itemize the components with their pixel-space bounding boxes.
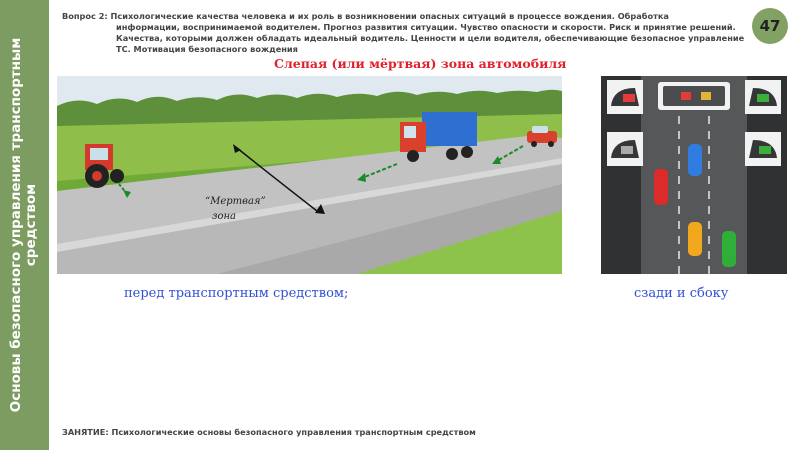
question-header [62,11,752,55]
caption-rear-side: сзади и сбоку [634,286,729,301]
caption-front: перед транспортным средством; [124,286,349,301]
footer-lesson: ЗАНЯТИЕ: Психологические основы безопасного управления транспортным средством [62,427,476,437]
slide-title: Слепая (или мёртвая) зона автомобиля [274,56,567,71]
sidebar-title: Основы безопасного управления транспортным средством [8,37,39,413]
question-rest: информации, воспринимаемой водителем. Прогноз развития ситуации. Чувство опасности и скорости. Риск и принятие решений. Качества, которыми должен обладать идеальный водитель. Ценности и цели водителя, обеспечивающие безопасное управление ТС. Мотивация безопасного вождения [116,22,745,54]
blind-zone-label-2: зона [212,211,237,222]
question-line1: Вопрос 2: Психологические качества человека и их роль в возникновении опасных ситуаций в процессе вождения. Обработка [62,11,669,21]
slide-number-badge: 47 [752,8,788,44]
blind-zone-label-1: “Мертвая” [205,196,266,207]
sidebar [0,0,49,450]
mirrors-lanes-illustration [601,76,787,274]
road-blind-zone-illustration [57,76,562,274]
